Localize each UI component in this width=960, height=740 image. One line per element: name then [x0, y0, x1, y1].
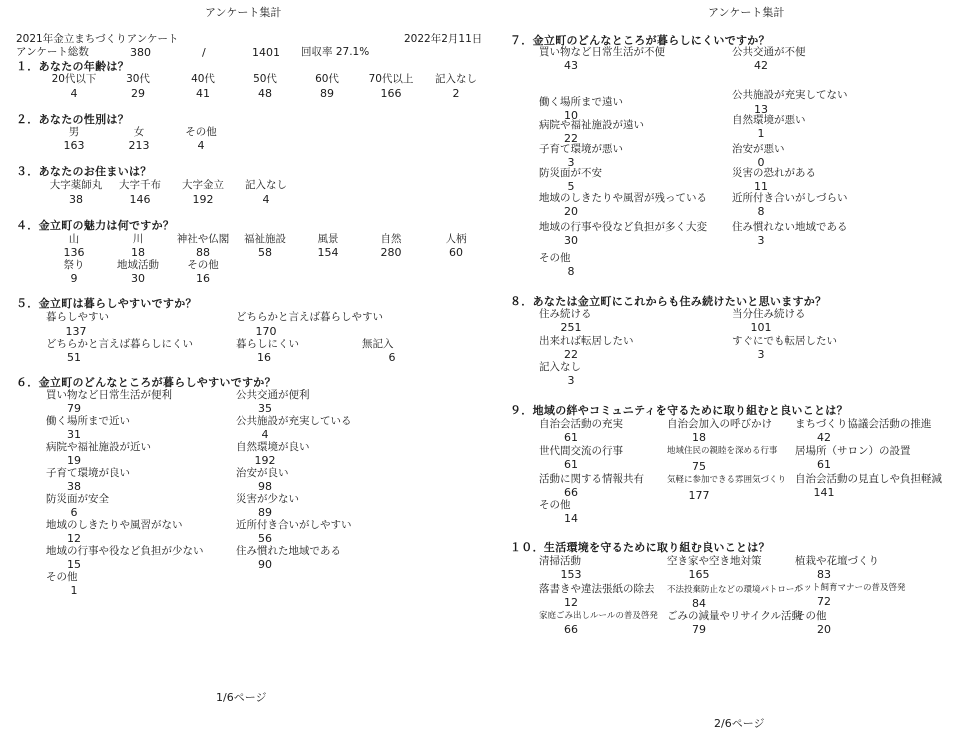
q8-option-label: 出来れば転居したい — [539, 335, 634, 347]
q10-option-value: 165 — [688, 568, 710, 581]
q7-option-label: 地域の行事や役など負担が多く大変 — [539, 221, 707, 233]
q9-option-value: 61 — [564, 431, 578, 444]
q7-option-label: 公共施設が充実してない — [732, 89, 848, 101]
q7-option-value: 22 — [564, 132, 578, 145]
q10-option-value: 84 — [692, 597, 706, 610]
q4-option-value: 154 — [317, 246, 339, 259]
q7-option-label: 災害の恐れがある — [732, 167, 816, 179]
q6-option-value: 192 — [254, 454, 276, 467]
q10-option-label: 空き家や空き地対策 — [667, 555, 762, 567]
q4-option-value: 16 — [196, 272, 210, 285]
q10-option-label: 家庭ごみ出しルールの普及啓発 — [539, 611, 658, 621]
q7-option-value: 42 — [754, 59, 768, 72]
q10-option-value: 153 — [560, 568, 582, 581]
q1-option-label: 50代 — [253, 73, 277, 85]
q7-option-label: その他 — [539, 252, 571, 264]
q5-option-value: 137 — [65, 325, 87, 338]
q6-option-value: 98 — [258, 480, 272, 493]
q1-option-value: 41 — [196, 87, 210, 100]
question-9-title: ９．地域の絆やコミュニティを守るために取り組むと良いことは？ — [510, 404, 848, 417]
q4-option-value: 18 — [131, 246, 145, 259]
q6-option-label: 近所付き合いがしやすい — [236, 519, 352, 531]
question-6-title: ６．金立町のどんなところが暮らしやすいですか？ — [16, 376, 276, 389]
q4-option-label: 風景 — [317, 233, 339, 245]
survey-title: 2021年金立まちづくりアンケート — [16, 33, 179, 45]
question-2-title: ２．あなたの性別は？ — [16, 113, 129, 126]
page-header: アンケート集計 — [708, 6, 785, 19]
q7-option-value: 3 — [757, 234, 765, 247]
q8-option-label: すぐにでも転居したい — [732, 335, 837, 347]
q2-option-label: その他 — [185, 126, 217, 138]
q6-option-value: 90 — [258, 558, 272, 571]
q3-option-label: 大字千布 — [119, 179, 161, 191]
page-number: 2/6ページ — [714, 717, 765, 730]
q7-option-value: 3 — [567, 156, 575, 169]
q6-option-label: 地域のしきたりや風習がない — [46, 519, 183, 531]
q3-option-label: 大字金立 — [182, 179, 224, 191]
question-7-title: ７．金立町のどんなところが暮らしにくいですか？ — [510, 34, 770, 47]
q6-option-value: 12 — [67, 532, 81, 545]
q3-option-value: 38 — [69, 193, 83, 206]
q9-option-label: 気軽に参加できる雰囲気づくり — [667, 475, 787, 485]
q6-option-value: 19 — [67, 454, 81, 467]
q2-option-value: 4 — [197, 139, 205, 152]
q5-option-label: 暮らしやすい — [46, 311, 109, 323]
q7-option-label: 子育て環境が悪い — [539, 143, 623, 155]
question-10-title: １０．生活環境を守るために取り組む良いことは？ — [510, 541, 770, 554]
question-8-title: ８．あなたは金立町にこれからも住み続けたいと思いますか？ — [510, 295, 827, 308]
q9-option-value: 61 — [817, 458, 831, 471]
q4-option-label: 神社や仏閣 — [176, 233, 230, 245]
q9-option-label: 居場所（サロン）の設置 — [795, 445, 911, 457]
q4-option-value: 58 — [258, 246, 272, 259]
q10-option-label: ごみの減量やリサイクル活動 — [667, 610, 803, 622]
q1-option-label: 60代 — [315, 73, 339, 85]
q10-option-label: 不法投棄防止などの環境パトロール — [667, 585, 803, 595]
q8-option-value: 251 — [560, 321, 582, 334]
q6-option-label: 働く場所まで近い — [46, 415, 130, 427]
q4-option-value: 136 — [63, 246, 85, 259]
q6-option-label: 自然環境が良い — [236, 441, 310, 453]
q9-option-label: 活動に関する情報共有 — [539, 473, 644, 485]
question-4-title: ４．金立町の魅力は何ですか？ — [16, 219, 175, 232]
page-number: 1/6ページ — [216, 691, 267, 704]
q9-option-value: 18 — [692, 431, 706, 444]
q9-option-value: 42 — [817, 431, 831, 444]
q7-option-value: 11 — [754, 180, 768, 193]
q1-option-label: 70代以上 — [368, 73, 414, 85]
q4-option-label: その他 — [187, 259, 219, 271]
q9-option-value: 177 — [688, 489, 710, 502]
q7-option-value: 43 — [564, 59, 578, 72]
page-2 — [480, 0, 960, 740]
q4-option-label: 祭り — [63, 259, 85, 271]
q10-option-label: その他 — [795, 610, 827, 622]
q4-option-label: 人柄 — [445, 233, 467, 245]
q2-option-label: 男 — [68, 126, 80, 138]
q7-option-label: 治安が悪い — [732, 143, 785, 155]
q5-option-value: 6 — [388, 351, 396, 364]
question-1-title: １．あなたの年齢は？ — [16, 60, 129, 73]
summary-label: アンケート総数 — [16, 46, 89, 58]
q5-option-label: 暮らしにくい — [236, 338, 299, 350]
q4-option-label: 地域活動 — [117, 259, 159, 271]
q4-option-label: 川 — [132, 233, 144, 245]
q2-option-label: 女 — [133, 126, 145, 138]
summary-count: 380 — [130, 46, 151, 59]
q10-option-label: 清掃活動 — [539, 555, 581, 567]
summary-slash: / — [202, 46, 206, 59]
q6-option-value: 31 — [67, 428, 81, 441]
q8-option-value: 22 — [564, 348, 578, 361]
question-5-title: ５．金立町は暮らしやすいですか？ — [16, 297, 197, 310]
q1-option-label: 40代 — [191, 73, 215, 85]
summary-rate: 回収率 27.1% — [301, 46, 370, 58]
q3-option-value: 146 — [129, 193, 151, 206]
q7-option-value: 20 — [564, 205, 578, 218]
q7-option-label: 近所付き合いがしづらい — [732, 192, 848, 204]
q6-option-label: 防災面が安全 — [46, 493, 109, 505]
q8-option-label: 住み続ける — [539, 308, 592, 320]
q9-option-label: 自治会活動の見直しや負担軽減 — [795, 473, 942, 485]
q6-option-value: 4 — [261, 428, 269, 441]
q1-option-value: 89 — [320, 87, 334, 100]
q5-option-value: 51 — [67, 351, 81, 364]
q10-option-label: ペット飼育マナーの普及啓発 — [795, 583, 906, 593]
q4-option-label: 福祉施設 — [244, 233, 286, 245]
q9-option-value: 66 — [564, 486, 578, 499]
q4-option-label: 自然 — [380, 233, 402, 245]
q7-option-value: 1 — [757, 127, 765, 140]
q3-option-value: 192 — [192, 193, 214, 206]
q10-option-value: 79 — [692, 623, 706, 636]
q10-option-value: 20 — [817, 623, 831, 636]
q6-option-value: 6 — [70, 506, 78, 519]
q4-option-value: 30 — [131, 272, 145, 285]
q4-option-value: 60 — [449, 246, 463, 259]
q6-option-label: 公共施設が充実している — [236, 415, 352, 427]
survey-date: 2022年2月11日 — [404, 33, 483, 45]
q1-option-value: 166 — [380, 87, 402, 100]
q6-option-value: 89 — [258, 506, 272, 519]
q8-option-label: 当分住み続ける — [732, 308, 806, 320]
q4-option-value: 9 — [70, 272, 78, 285]
q9-option-label: 世代間交流の行事 — [539, 445, 623, 457]
q1-option-value: 48 — [258, 87, 272, 100]
q9-option-label: まちづくり協議会活動の推進 — [795, 418, 932, 430]
q7-option-value: 8 — [757, 205, 765, 218]
q8-option-value: 3 — [567, 374, 575, 387]
q5-option-label: どちらかと言えば暮らしにくい — [46, 338, 193, 350]
q7-option-label: 働く場所まで遠い — [539, 96, 623, 108]
q9-option-label: 自治会加入の呼びかけ — [667, 418, 772, 430]
q10-option-value: 66 — [564, 623, 578, 636]
q6-option-label: 災害が少ない — [236, 493, 299, 505]
q10-option-value: 12 — [564, 596, 578, 609]
q7-option-value: 10 — [564, 109, 578, 122]
q1-option-value: 29 — [131, 87, 145, 100]
q1-option-value: 2 — [452, 87, 460, 100]
q7-option-label: 公共交通が不便 — [732, 46, 806, 58]
q7-option-value: 0 — [757, 156, 765, 169]
q10-option-label: 落書きや違法張紙の除去 — [539, 583, 655, 595]
q8-option-value: 3 — [757, 348, 765, 361]
q1-option-label: 30代 — [126, 73, 150, 85]
q5-option-label: 無記入 — [362, 338, 394, 350]
q6-option-label: 地域の行事や役など負担が少ない — [46, 545, 204, 557]
q3-option-label: 大字薬師丸 — [49, 179, 103, 191]
q1-option-label: 20代以下 — [51, 73, 97, 85]
q9-option-value: 141 — [813, 486, 835, 499]
q6-option-value: 1 — [70, 584, 78, 597]
q9-option-label: その他 — [539, 499, 571, 511]
q7-option-label: 病院や福祉施設が遠い — [539, 119, 644, 131]
q10-option-label: 植栽や花壇づくり — [795, 555, 879, 567]
q6-option-label: 病院や福祉施設が近い — [46, 441, 151, 453]
q7-option-label: 自然環境が悪い — [732, 114, 806, 126]
q1-option-label: 記入なし — [435, 73, 477, 85]
q6-option-value: 35 — [258, 402, 272, 415]
q7-option-label: 地域のしきたりや風習が残っている — [539, 192, 707, 204]
q9-option-value: 75 — [692, 460, 706, 473]
q6-option-label: 公共交通が便利 — [236, 389, 310, 401]
q10-option-value: 72 — [817, 595, 831, 608]
q6-option-label: 住み慣れた地域である — [236, 545, 341, 557]
question-3-title: ３．あなたのお住まいは？ — [16, 165, 152, 178]
summary-total: 1401 — [252, 46, 280, 59]
q9-option-value: 14 — [564, 512, 578, 525]
q9-option-label: 地域住民の親睦を深める行事 — [667, 446, 778, 456]
page-header: アンケート集計 — [205, 6, 282, 19]
q8-option-label: 記入なし — [539, 361, 581, 373]
q4-option-value: 280 — [380, 246, 402, 259]
q6-option-value: 56 — [258, 532, 272, 545]
q3-option-value: 4 — [262, 193, 270, 206]
q6-option-label: 子育て環境が良い — [46, 467, 130, 479]
q6-option-label: 買い物など日常生活が便利 — [46, 389, 172, 401]
q7-option-label: 買い物など日常生活が不便 — [539, 46, 665, 58]
q6-option-value: 15 — [67, 558, 81, 571]
q7-option-value: 8 — [567, 265, 575, 278]
q5-option-label: どちらかと言えば暮らしやすい — [236, 311, 383, 323]
q6-option-label: 治安が良い — [236, 467, 289, 479]
q3-option-label: 記入なし — [245, 179, 287, 191]
q7-option-label: 住み慣れない地域である — [732, 221, 848, 233]
q5-option-value: 170 — [255, 325, 277, 338]
q8-option-value: 101 — [750, 321, 772, 334]
q7-option-value: 5 — [567, 180, 575, 193]
q1-option-value: 4 — [70, 87, 78, 100]
q2-option-value: 163 — [63, 139, 85, 152]
q7-option-label: 防災面が不安 — [539, 167, 602, 179]
q9-option-value: 61 — [564, 458, 578, 471]
q6-option-value: 79 — [67, 402, 81, 415]
q7-option-value: 13 — [754, 103, 768, 116]
q5-option-value: 16 — [257, 351, 271, 364]
q4-option-label: 山 — [68, 233, 80, 245]
q4-option-value: 88 — [196, 246, 210, 259]
q7-option-value: 30 — [564, 234, 578, 247]
q2-option-value: 213 — [128, 139, 150, 152]
q10-option-value: 83 — [817, 568, 831, 581]
q6-option-value: 38 — [67, 480, 81, 493]
q9-option-label: 自治会活動の充実 — [539, 418, 623, 430]
q6-option-label: その他 — [46, 571, 78, 583]
